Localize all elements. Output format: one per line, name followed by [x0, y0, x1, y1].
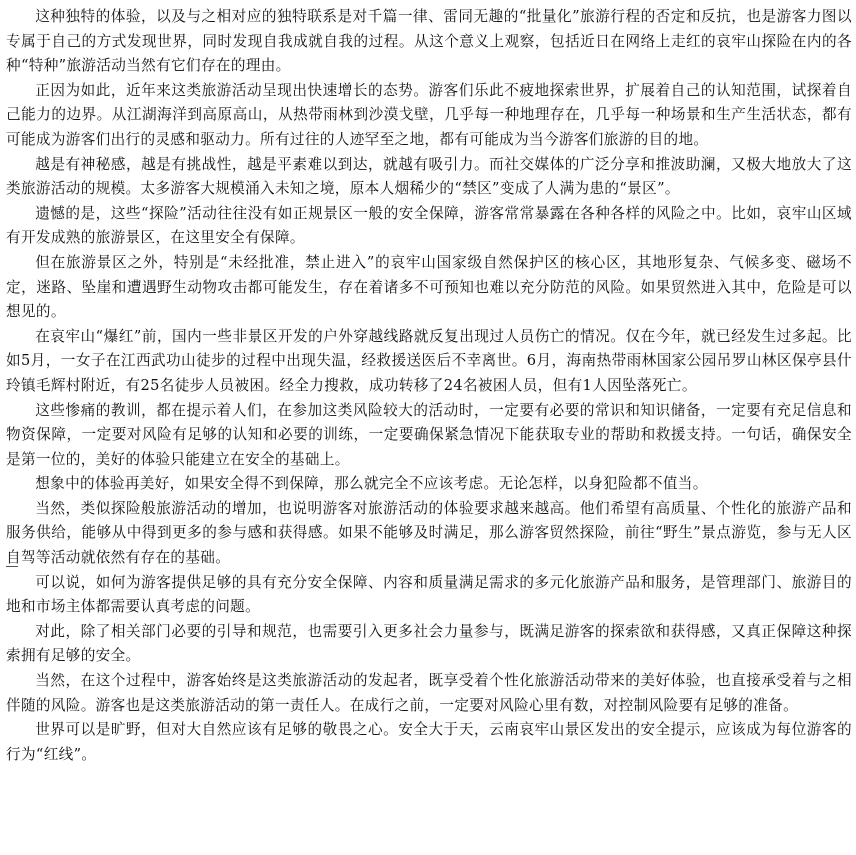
paragraph-7: 这些惨痛的教训，都在提示着人们，在参加这类风险较大的活动时，一定要有必要的常识和知识储备，一定要有充足信息和物资保障，一定要对风险有足够的认知和必要的训练，一定要确保紧急情况下能获取专业的帮助和救援支持。一句话，确保安全是第一位的，美好的体验只能建立在安全的基础上。 — [6, 401, 852, 468]
paragraph-4: 遗憾的是，这些“探险”活动往往没有如正规景区一般的安全保障，游客常常暴露在各种各样的风险之中。比如，哀牢山区域有开发成熟的旅游景区，在这里安全有保障。 — [6, 204, 852, 247]
margin-mark — [6, 566, 18, 567]
paragraph-8: 想象中的体验再美好，如果安全得不到保障，那么就完全不应该考虑。无论怎样，以身犯险都不值当。 — [35, 475, 708, 493]
paragraph-10: 可以说，如何为游客提供足够的具有充分安全保障、内容和质量满足需求的多元化旅游产品和服务，是管理部门、旅游目的地和市场主体都需要认真考虑的问题。 — [6, 573, 852, 616]
paragraph-1: 这种独特的体验，以及与之相对应的独特联系是对千篇一律、雷同无趣的“批量化”旅游行程的否定和反抗，也是游客力图以专属于自己的方式发现世界，同时发现自我成就自我的过程。从这个意义上观察，包括近日在网络上走红的哀牢山探险在内的各种“特种”旅游活动当然有它们存在的理由。 — [6, 8, 852, 75]
paragraph-6: 在哀牢山“爆红”前，国内一些非景区开发的户外穿越线路就反复出现过人员伤亡的情况。仅在今年，就已经发生过多起。比如5月，一女子在江西武功山徒步的过程中出现失温，经救援送医后不幸离世。6月，海南热带雨林国家公园吊罗山林区保亭县什玲镇毛辉村附近，有25名徒步人员被困。经全力搜救，成功转移了24名被困人员，但有1人因坠落死亡。 — [6, 327, 852, 394]
paragraph-3: 越是有神秘感，越是有挑战性，越是平素难以到达，就越有吸引力。而社交媒体的广泛分享和推波助澜，又极大地放大了这类旅游活动的规模。太多游客大规模涌入未知之境，原本人烟稀少的“禁区”变成了人满为患的“景区”。 — [6, 155, 852, 198]
paragraph-12: 当然，在这个过程中，游客始终是这类旅游活动的发起者，既享受着个性化旅游活动带来的美好体验，也直接承受着与之相伴随的风险。游客也是这类旅游活动的第一责任人。在成行之前，一定要对风险心里有数，对控制风险要有足够的准备。 — [6, 672, 852, 714]
paragraph-11: 对此，除了相关部门必要的引导和规范，也需要引入更多社会力量参与，既满足游客的探索欲和获得感，又真正保障这种探索拥有足够的安全。 — [6, 622, 852, 665]
paragraph-13: 世界可以是旷野，但对大自然应该有足够的敬畏之心。安全大于天，云南哀牢山景区发出的安全提示，应该成为每位游客的行为“红线”。 — [6, 721, 852, 763]
paragraph-2: 正因为如此，近年来这类旅游活动呈现出快速增长的态势。游客们乐此不疲地探索世界，扩展着自己的认知范围，试探着自己能力的边界。从江湖海洋到高原高山，从热带雨林到沙漠戈壁，几乎每一种地理存在，几乎每一种场景和生产生活状态，都有可能成为游客们出行的灵感和驱动力。所有过往的人迹罕至之地，都有可能成为当今游客们旅游的目的地。 — [6, 81, 852, 148]
paragraph-9: 当然，类似探险般旅游活动的增加，也说明游客对旅游活动的体验要求越来越高。他们希望有高质量、个性化的旅游产品和服务供给，能够从中得到更多的参与感和获得感。如果不能够及时满足，那么游客贸然探险，前往“野生”景点游览，参与无人区自驾等活动就依然有存在的基础。 — [6, 499, 852, 567]
paragraph-5: 但在旅游景区之外，特别是“未经批准，禁止进入”的哀牢山国家级自然保护区的核心区，其地形复杂、气候多变、磁场不定，迷路、坠崖和遭遇野生动物攻击都可能发生，存在着诸多不可预知也难以充分防范的风险。如果贸然进入其中，危险是可以想见的。 — [6, 253, 852, 321]
